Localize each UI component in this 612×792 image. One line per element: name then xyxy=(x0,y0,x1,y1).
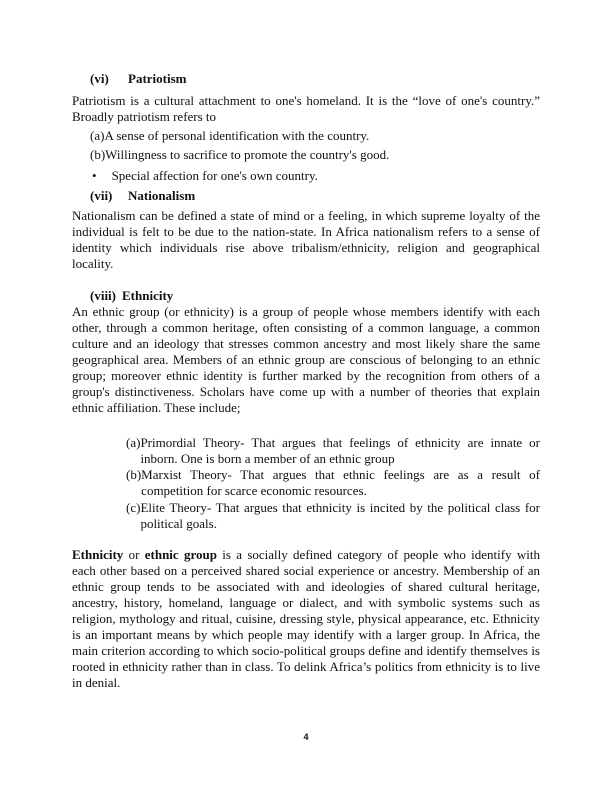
theory-item xyxy=(126,467,540,499)
bullet-text: Special affection for one's own country. xyxy=(111,168,318,183)
heading-patriotism xyxy=(90,71,558,87)
list-label: (a) xyxy=(90,128,105,143)
bullet-item xyxy=(92,168,318,184)
heading-text: Nationalism xyxy=(128,188,196,203)
heading-text: Ethnicity xyxy=(122,288,174,303)
list-item xyxy=(90,147,540,163)
theory-item xyxy=(126,500,540,532)
heading-number: (vii) xyxy=(90,188,113,203)
patriotism-paragraph: Patriotism is a cultural attachment to one's homeland. It is the “love of one's country.” Broadly patriotism refers to xyxy=(72,93,540,124)
term-ethnic-group: ethnic group xyxy=(144,547,217,562)
nationalism-paragraph: Nationalism can be defined a state of mind or a feeling, in which supreme loyalty of the individual is felt to be due to the nation-state. In Africa nationalism refers to a sense of identity which individuals rise above tribalism/ethnicity, religion and geographical locality. xyxy=(72,208,540,271)
heading-nationalism xyxy=(90,188,558,204)
list-text: Elite Theory- That argues that ethnicity is incited by the political class for political goals. xyxy=(140,500,540,531)
list-label: (b) xyxy=(126,467,142,482)
ethnicity-paragraph: An ethnic group (or ethnicity) is a group of people whose members identify with each other, through a common heritage, often consisting of a common language, a common culture and an ideology that stresses common ancestry and most likely share the same geographical area. Members of an ethnic group are conscious of belonging to an ethnic group; moreover ethnic identity is further marked by the recognition from others of a group's distinctiveness. Scholars have come up with a number of theories that explain ethnic affiliation. These include; xyxy=(72,304,540,415)
list-text: Willingness to sacrifice to promote the country's good. xyxy=(105,147,390,162)
page-number: 4 xyxy=(303,732,309,742)
list-label: (b) xyxy=(90,147,106,162)
heading-number: (vi) xyxy=(90,71,109,86)
list-text: Primordial Theory- That argues that feelings of ethnicity are innate or inborn. One is born a member of an ethnic group xyxy=(140,435,540,466)
list-text: Marxist Theory- That argues that ethnic feelings are as a result of competition for scarce economic resources. xyxy=(141,467,540,498)
term-ethnicity: Ethnicity xyxy=(72,547,124,562)
ethnicity-definition-paragraph xyxy=(72,547,540,691)
definition-text: is a socially defined category of people who identify with each other based on a perceived shared social experience or ancestry. Membership of an ethnic group tends to be associated with and ideologies of shared cultural heritage, ancestry, history, homeland, language or dialect, and with symbolic systems such as religion, mythology and ritual, cuisine, dressing style, physical appearance, etc. Ethnicity is an important means by which people may identify with a larger group. In Africa, the main criterion according to which socio-political groups define and identify themselves is rooted in ethnicity rather than in class. To delink Africa’s politics from ethnicity is to live in denial. xyxy=(72,547,541,690)
list-text: A sense of personal identification with the country. xyxy=(104,128,370,143)
bullet-icon: • xyxy=(92,168,97,183)
heading-text: Patriotism xyxy=(128,71,187,86)
heading-ethnicity xyxy=(90,288,558,304)
list-label: (a) xyxy=(126,435,141,450)
list-label: (c) xyxy=(126,500,141,515)
theory-item xyxy=(126,435,540,467)
heading-number: (viii) xyxy=(90,288,116,303)
connector: or xyxy=(123,547,145,562)
list-item xyxy=(90,128,540,144)
